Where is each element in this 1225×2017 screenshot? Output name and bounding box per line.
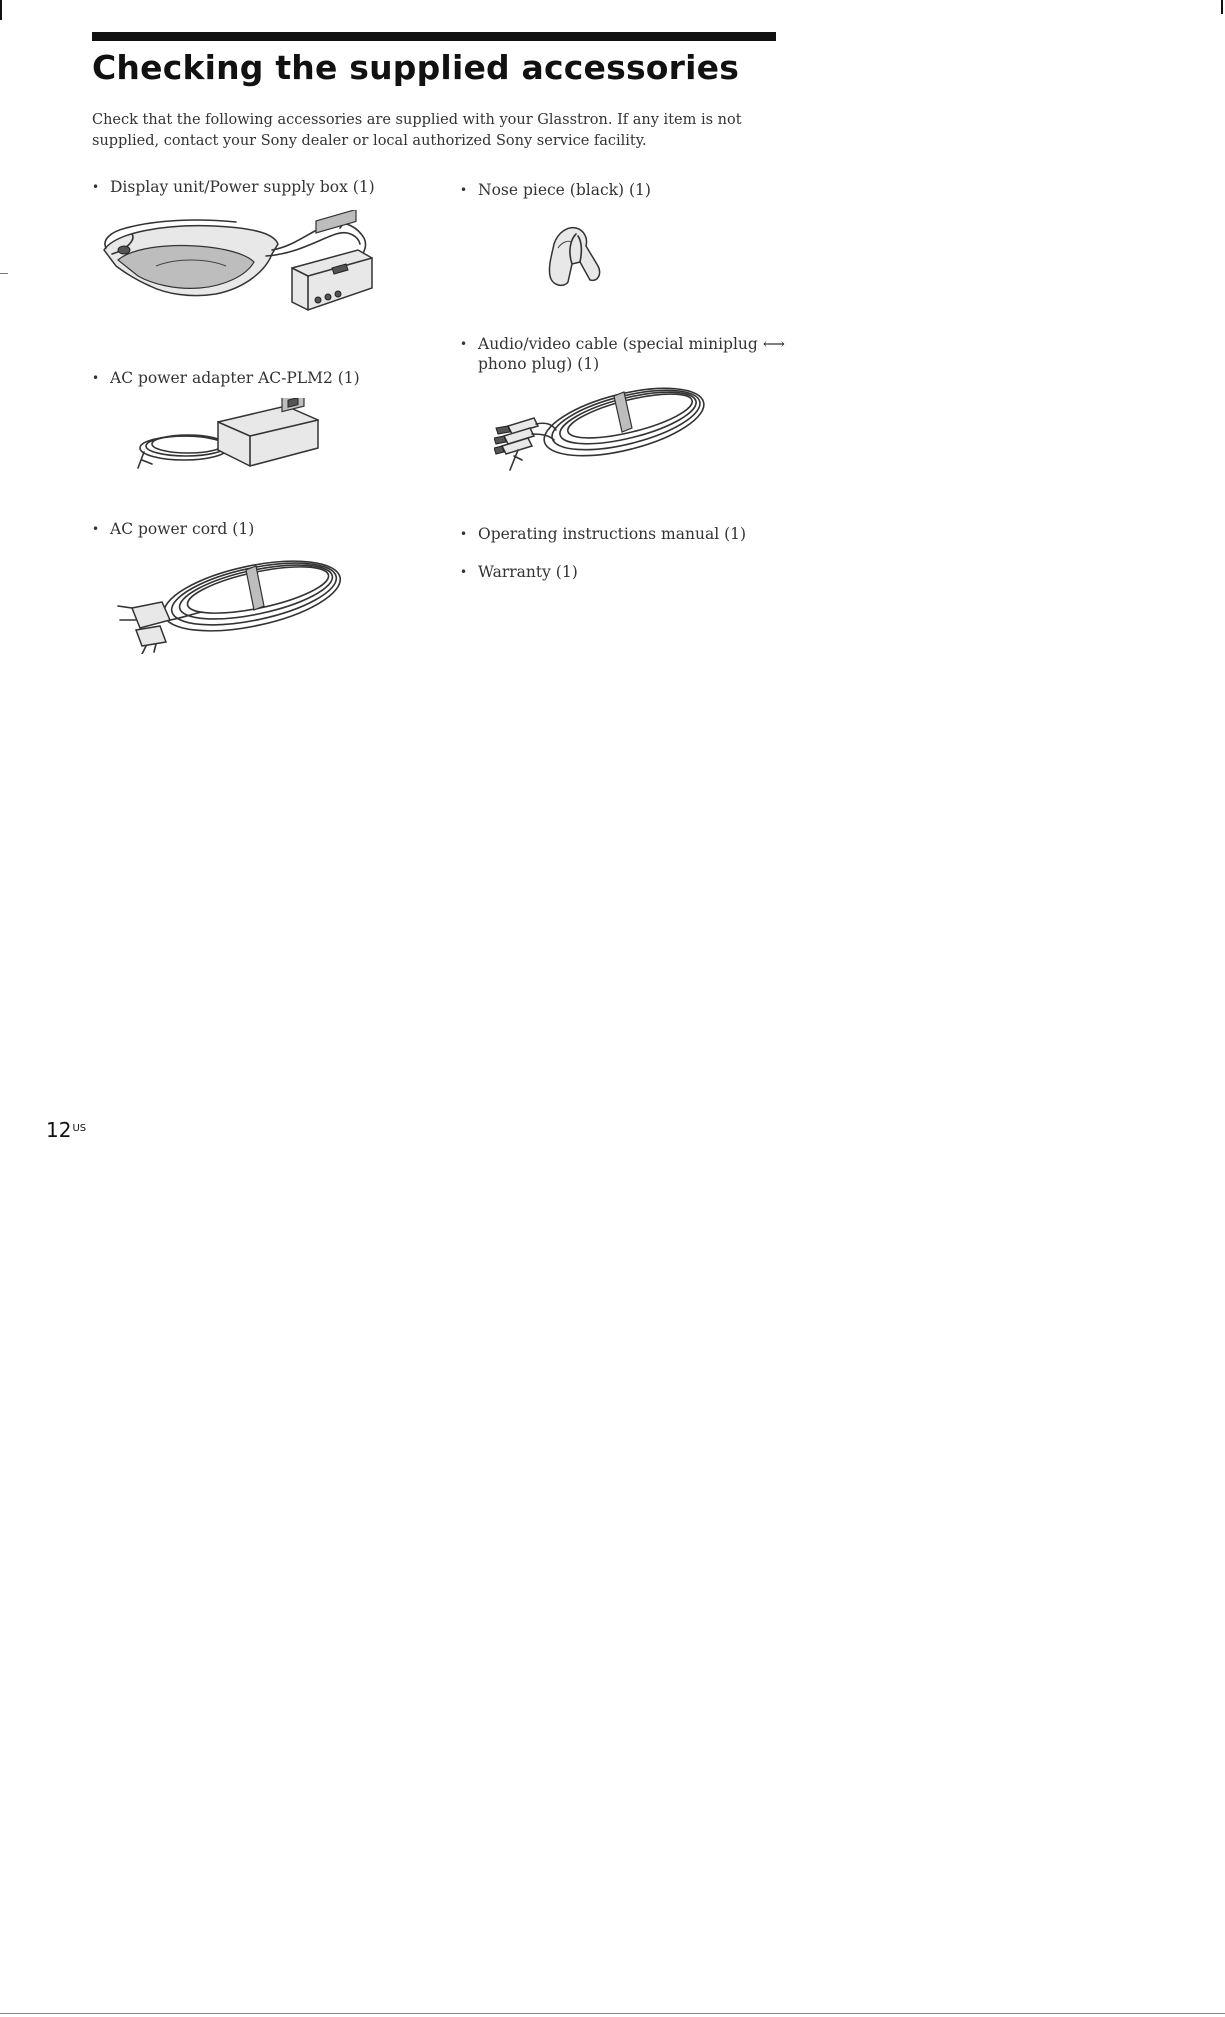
page-number-value: 12 xyxy=(46,1118,72,1142)
bullet: • xyxy=(460,527,468,541)
bullet: • xyxy=(460,565,468,579)
bottom-rule xyxy=(0,2013,1225,2014)
page-number-suffix: US xyxy=(72,1123,87,1134)
item-label: Display unit/Power supply box (1) xyxy=(110,178,375,196)
headset-power-box-icon xyxy=(96,210,386,320)
item-label: Audio/video cable (special miniplug ⟷ xyxy=(478,335,785,353)
item-label: Nose piece (black) (1) xyxy=(478,181,651,199)
item-label: AC power cord (1) xyxy=(110,520,255,538)
av-cable-icon xyxy=(494,382,714,474)
right-edge-mark xyxy=(1221,0,1223,14)
item-label: Warranty (1) xyxy=(478,563,578,581)
power-cord-icon xyxy=(112,550,348,654)
title-rule xyxy=(92,32,776,41)
page-title: Checking the supplied accessories xyxy=(92,48,740,87)
item-label: Operating instructions manual (1) xyxy=(478,525,747,543)
bullet: • xyxy=(460,183,468,197)
bullet: • xyxy=(460,337,468,351)
item-label: AC power adapter AC-PLM2 (1) xyxy=(110,369,360,387)
bullet: • xyxy=(92,180,100,194)
left-tick-mark xyxy=(0,273,8,274)
nose-piece-icon xyxy=(544,222,608,288)
page-number xyxy=(46,1118,86,1142)
bullet: • xyxy=(92,522,100,536)
left-edge-mark xyxy=(0,0,2,20)
intro-paragraph: Check that the following accessories are supplied with your Glasstron. If any item is not supplied, contact your Sony dealer or local authorized Sony service facility. xyxy=(92,112,742,149)
bullet: • xyxy=(92,371,100,385)
item-label-continued: phono plug) (1) xyxy=(478,355,600,373)
power-adapter-icon xyxy=(136,398,326,478)
